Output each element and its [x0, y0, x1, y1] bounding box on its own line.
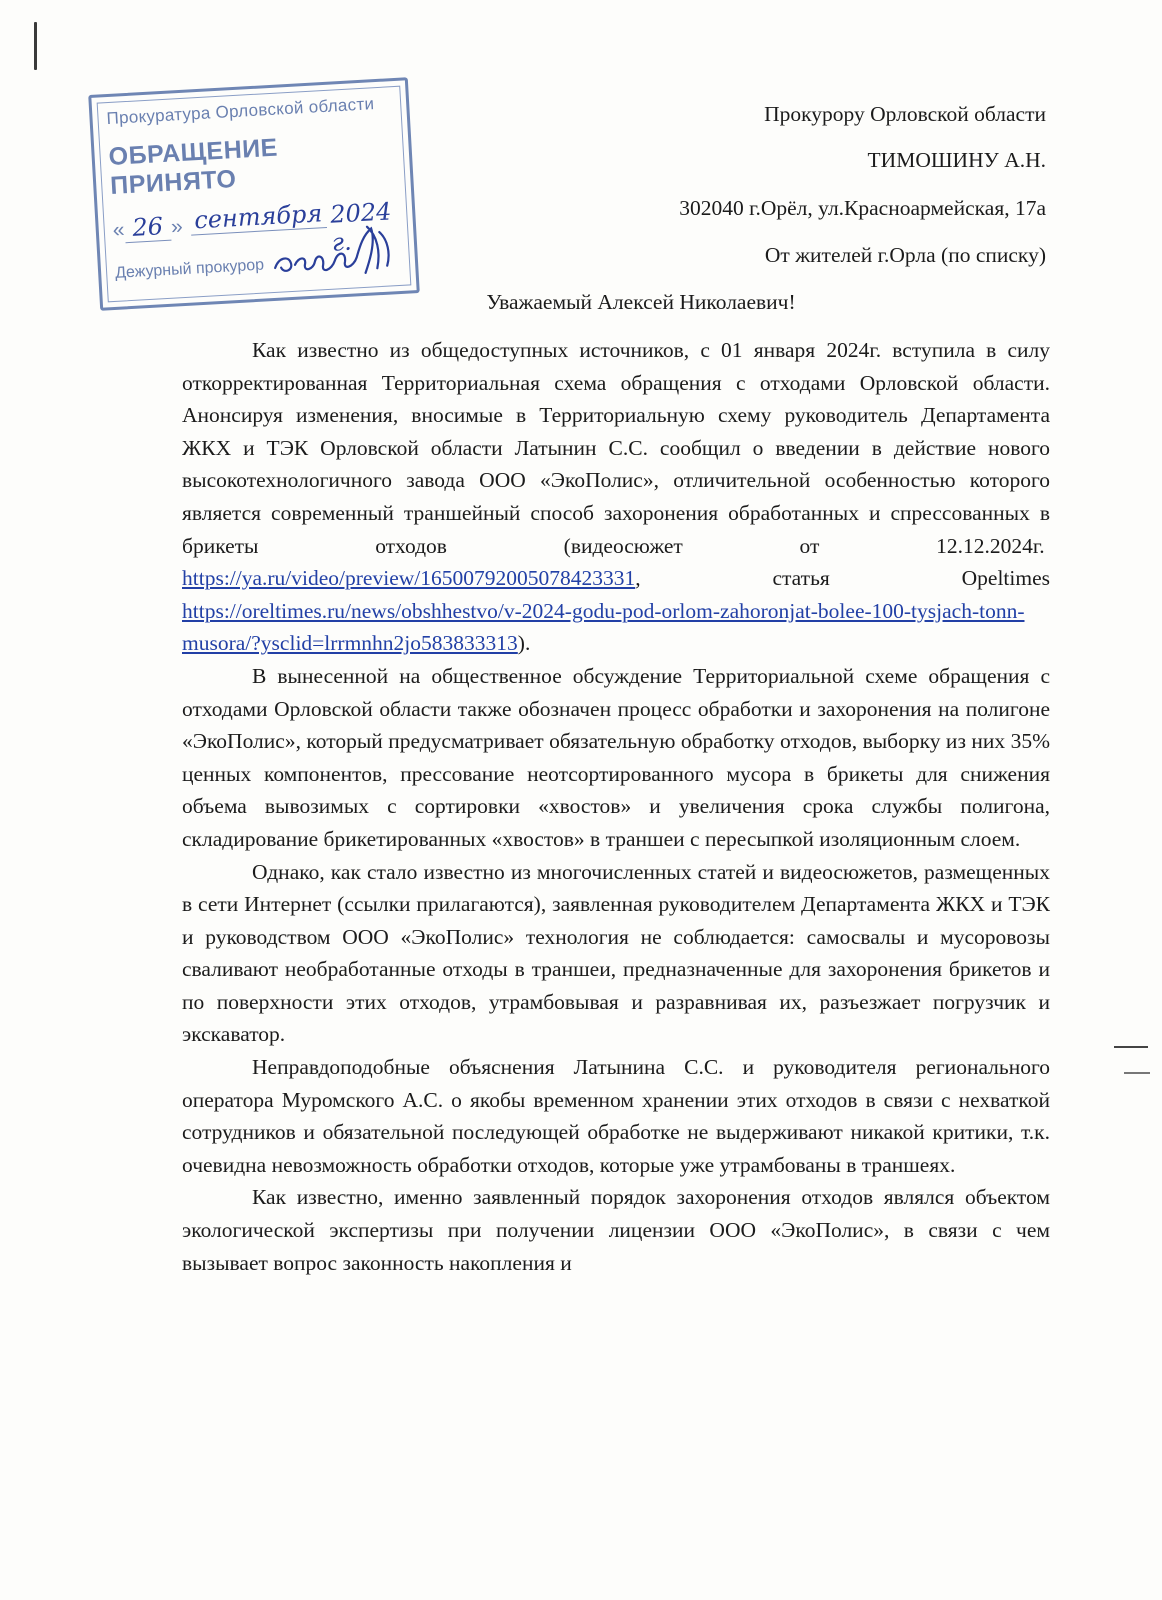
paragraph-2: В вынесенной на общественное обсуждение Территориальной схеме обращения с отходами Орловской области также обозначен процесс обработки и захоронения на полигоне «ЭкоПолис», который предусматривает обязательную обработку отходов, выборку из них 35% ценных компонентов, прессование неотсортированного мусора в брикеты для снижения объема вывозимых с сортировки «хвостов» и увеличения срока службы полигона, складирование брикетированных «хвостов» в траншеи с пересыпкой изоляционным слоем.	[182, 663, 1050, 851]
paragraph-1	[182, 334, 1050, 660]
article-link[interactable]: https://oreltimes.ru/news/obshhestvo/v-2024-godu-pod-orlom-zahoronjat-bolee-100-tysjach-tonn-musora/?ysclid=lrrmnhn2jo583833313	[182, 598, 1025, 656]
paragraph-5: Как известно, именно заявленный порядок захоронения отходов являлся объектом экологической экспертизы при получении лицензии ООО «ЭкоПолис», в связи с чем вызывает вопрос законность накопления и	[182, 1185, 1050, 1275]
addressee-position: Прокурору Орловской области	[764, 102, 1046, 126]
scan-edge-mark-right-2	[1124, 1072, 1150, 1074]
letter-body	[182, 334, 1050, 1279]
signature-icon	[267, 221, 400, 284]
paragraph-3: Однако, как стало известно из многочисленных статей и видеосюжетов, размещенных в сети Интернет (ссылки прилагаются), заявленная руководителем Департамента ЖКХ и ТЭК и руководством ООО «ЭкоПолис» технология не соблюдается: самосвалы и мусоровозы сваливают необработанные отходы в траншеи, предназначенные для захоронения брикетов и по поверхности этих отходов, утрамбовывая и разравнивая их, разъезжает погрузчик и экскаватор.	[182, 859, 1050, 1047]
paragraph-1-end: ).	[517, 631, 531, 656]
received-stamp	[88, 77, 420, 311]
addressee-name: ТИМОШИНУ А.Н.	[867, 148, 1046, 172]
stamp-month-value: сентября	[193, 199, 323, 235]
video-link[interactable]: https://ya.ru/video/preview/16500792005078423331	[182, 566, 636, 591]
stamp-organization: Прокуратура Орловской области	[106, 94, 375, 129]
stamp-duty-prosecutor: Дежурный прокурор	[114, 256, 265, 282]
paragraph-4: Неправдоподобные объяснения Латынина С.С. и руководителя регионального оператора Муромского А.С. о якобы временном хранении этих отходов в связи с нехваткой сотрудников и обязательной последующей обработке не выдерживают никакой критики, т.к. очевидна невозможность обработки отходов, которые уже утрамбованы в траншеях.	[182, 1055, 1050, 1177]
paragraph-1-text: Как известно из общедоступных источников, с 01 января 2024г. вступила в силу откорректированная Территориальная схема обращения с отходами Орловской области. Анонсируя изменения, вносимые в Территориальную схему руководитель Департамента ЖКХ и ТЭК Орловской области Латынин С.С. сообщил о введении в действие нового высокотехнологичного завода ООО «ЭкоПолис», отличительной особенностью которого является современный траншейный способ захоронения обработанных и спрессованных в брикеты отходов (видеосюжет от 12.12.2024г.	[182, 338, 1050, 558]
addressee-address: 302040 г.Орёл, ул.Красноармейская, 17а	[679, 196, 1046, 220]
scan-edge-mark	[34, 22, 37, 70]
stamp-title: ОБРАЩЕНИЕ ПРИНЯТО	[107, 133, 279, 200]
sender-line: От жителей г.Орла (по списку)	[764, 243, 1046, 267]
stamp-day: « 26 »	[112, 212, 184, 242]
greeting: Уважаемый Алексей Николаевич!	[486, 290, 796, 314]
paragraph-1-mid: , статья Ореltimes	[635, 566, 1050, 591]
scan-edge-mark-right	[1114, 1046, 1148, 1048]
stamp-year-value: 2024 г.	[329, 197, 393, 257]
stamp-day-value: 26	[131, 212, 164, 242]
